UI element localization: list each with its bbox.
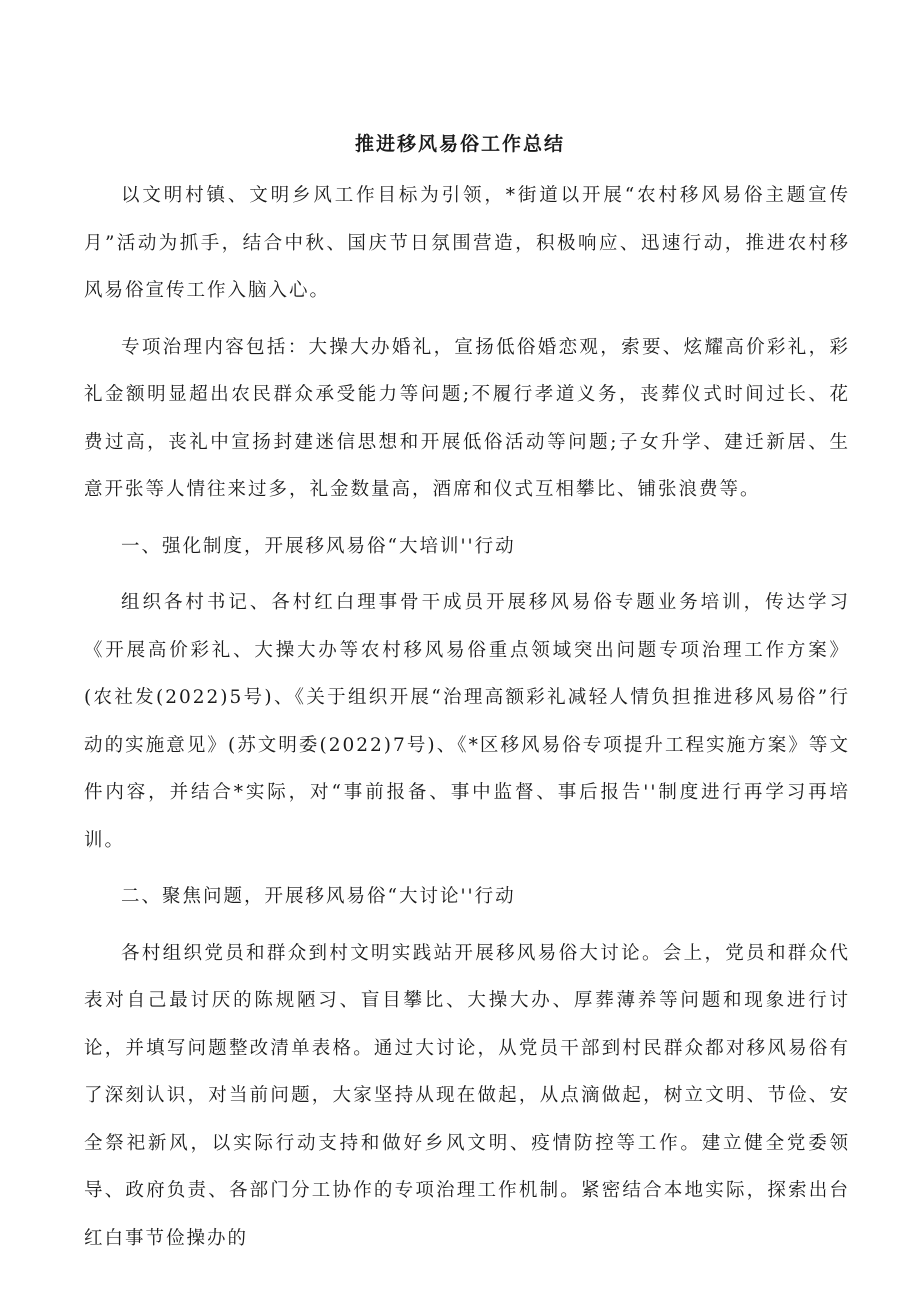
- intro-paragraph: 以文明村镇、文明乡风工作目标为引领，*街道以开展“农村移风易俗主题宣传月”活动为抓手，结合中秋、国庆节日氛围营造，积极响应、迅速行动，推进农村移风易俗宣传工作入脑入心。: [84, 185, 850, 301]
- scope-paragraph: 专项治理内容包括：大操大办婚礼，宣扬低俗婚恋观，索要、炫耀高价彩礼，彩礼金额明显超出农民群众承受能力等问题;不履行孝道义务，丧葬仪式时间过长、花费过高，丧礼中宣扬封建迷信思想和开展低俗活动等问题;子女升学、建迁新居、生意开张等人情往来过多，礼金数量高，酒席和仪式互相攀比、铺张浪费等。: [84, 336, 850, 500]
- section-heading-1: 一、强化制度，开展移风易俗“大培训''行动: [121, 535, 516, 557]
- page-title: 推进移风易俗工作总结: [354, 133, 565, 155]
- document-body: [84, 172, 850, 1271]
- section-1-paragraph: 组织各村书记、各村红白理事骨干成员开展移风易俗专题业务培训，传达学习《开展高价彩礼、大操大办等农村移风易俗重点领域突出问题专项治理工作方案》(农社发(2022)5号)、《关于组织开展“治理高额彩礼减轻人情负担推进移风易俗”行动的实施意见》(苏文明委(2022)7号)、《*区移风易俗专项提升工程实施方案》等文件内容，并结合*实际，对“事前报备、事中监督、事后报告''制度进行再学习再培训。: [84, 592, 850, 851]
- section-2-paragraph: 各村组织党员和群众到村文明实践站开展移风易俗大讨论。会上，党员和群众代表对自己最讨厌的陈规陋习、盲目攀比、大操大办、厚葬薄养等问题和现象进行讨论，并填写问题整改清单表格。通过大讨论，从党员干部到村民群众都对移风易俗有了深刻认识，对当前问题，大家坚持从现在做起，从点滴做起，树立文明、节俭、安全祭祀新风，以实际行动支持和做好乡风文明、疫情防控等工作。建立健全党委领导、政府负责、各部门分工协作的专项治理工作机制。紧密结合本地实际，探索出台红白事节俭操办的: [84, 942, 850, 1249]
- section-heading-2: 二、聚焦问题，开展移风易俗“大讨论''行动: [121, 886, 516, 907]
